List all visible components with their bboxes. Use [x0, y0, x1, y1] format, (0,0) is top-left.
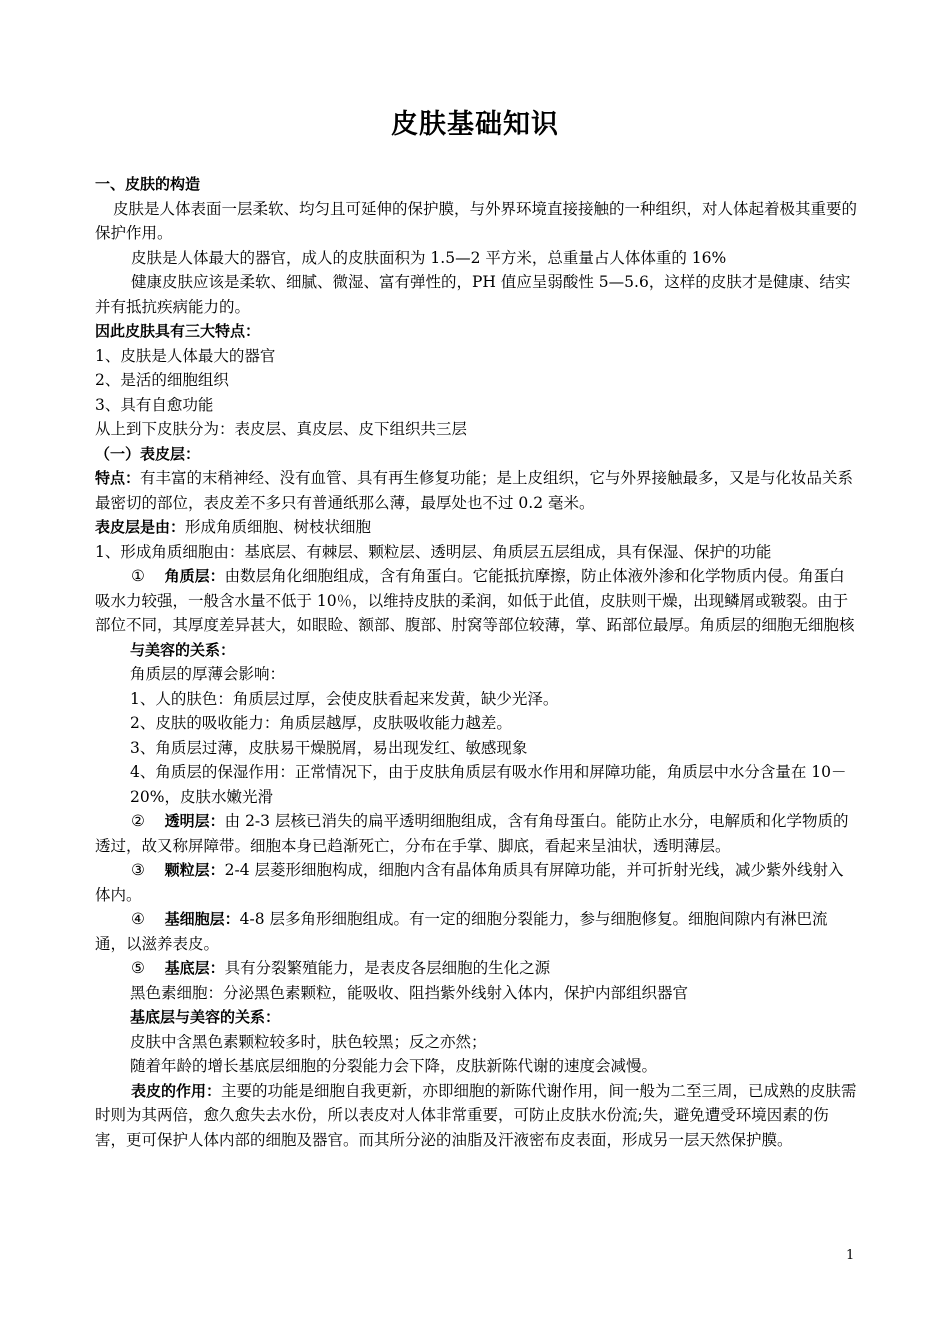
layer-number: ③: [131, 861, 145, 879]
layer-text: 具有分裂繁殖能力，是表皮各层细胞的生化之源: [224, 959, 551, 977]
paragraph: [95, 1079, 857, 1153]
beauty-heading: 与美容的关系：: [130, 640, 236, 659]
feature-item: 1、皮肤是人体最大的器官: [95, 346, 276, 365]
traits-label: 特点：: [95, 469, 141, 487]
paragraph: 皮肤是人体表面一层柔软、均匀且可延伸的保护膜，与外界环境直接接触的一种组织，对人体起着极其重要的保护作用。: [95, 199, 858, 242]
layer-number: ④: [131, 910, 145, 928]
layer-text: 由 2-3 层核已消失的扁平透明细胞组成，含有角母蛋白。能防止水分，电解质和化学物质的透过，故又称屏障带。细胞本身已趋渐死亡，分布在手掌、脚底，看起来呈油状，透明薄层。: [95, 812, 849, 855]
beauty-item: 4、角质层的保湿作用：正常情况下，由于皮肤角质层有吸水作用和屏障功能，角质层中水分含量在 10－20%，皮肤水嫩光滑: [130, 763, 847, 806]
epi-text: 形成角质细胞、树枝状细胞: [185, 518, 372, 536]
paragraph: 黑色素细胞：分泌黑色素颗粒，能吸收、阻挡紫外线射入体内，保护内部组织器官: [130, 983, 689, 1002]
layer-name: 基细胞层：: [164, 910, 240, 928]
layer-paragraph: [95, 858, 857, 907]
features-heading: 因此皮肤具有三大特点：: [95, 322, 261, 340]
paragraph: [95, 466, 857, 515]
basal-item: 皮肤中含黑色素颗粒较多时，肤色较黑；反之亦然；: [130, 1032, 487, 1051]
paragraph: 1、形成角质细胞由：基底层、有棘层、颗粒层、透明层、角质层五层组成，具有保湿、保护的功能: [95, 542, 772, 561]
beauty-item: 3、角质层过薄，皮肤易干燥脱屑，易出现发红、敏感现象: [130, 738, 528, 757]
section-heading: 一、皮肤的构造: [95, 175, 201, 193]
layer-number: ⑤: [131, 959, 145, 977]
layer-name: 颗粒层：: [164, 861, 225, 879]
func-label: 表皮的作用：: [131, 1081, 222, 1100]
layer-text: 2-4 层菱形细胞构成，细胞内含有晶体角质具有屏障功能，并可折射光线，减少紫外线射入体内。: [95, 861, 844, 904]
epi-label: 表皮层是由：: [95, 518, 186, 536]
page-title: 皮肤基础知识: [391, 109, 559, 140]
layer-paragraph: [95, 956, 857, 981]
paragraph: [95, 515, 857, 540]
traits-text: 有丰富的末稍神经、没有血管、具有再生修复功能；是上皮组织，它与外界接触最多，又是与化妆品关系最密切的部位，表皮差不多只有普通纸那么薄，最厚处也不过 0.2 毫米。: [95, 469, 854, 512]
beauty-item: 2、皮肤的吸收能力：角质层越厚，皮肤吸收能力越差。: [130, 714, 512, 732]
subsection-heading: （一）表皮层：: [95, 444, 201, 463]
layer-paragraph: [95, 564, 857, 638]
func-text: 主要的功能是细胞自我更新，亦即细胞的新陈代谢作用，间一般为二至三周，已成熟的皮肤需时则为其两倍，愈久愈失去水份，所以表皮对人体非常重要，可防止皮肤水份流;失，避免遭受环境因素的伤害，更可保护人体内部的细胞及器官。而其所分泌的油脂及汗液密布皮表面，形成另一层天然保护膜。: [95, 1081, 857, 1149]
feature-item: 3、具有自愈功能: [95, 395, 214, 414]
layer-name: 透明层：: [164, 812, 225, 830]
basal-item: 随着年龄的增长基底层细胞的分裂能力会下降，皮肤新陈代谢的速度会减慢。: [130, 1057, 658, 1075]
layer-text: 由数层角化细胞组成，含有角蛋白。它能抵抗摩擦，防止体液外渗和化学物质内侵。角蛋白吸水力较强，一般含水量不低于 10％，以维持皮肤的柔润，如低于此值，皮肤则干燥，出现鳞屑或皲裂。由于部位不同，其厚度差异甚大，如眼睑、额部、腹部、肘窝等部位较薄，掌、跖部位最厚。角质层的细胞无细胞核: [95, 567, 855, 634]
layer-number: ②: [131, 812, 145, 830]
layer-name: 角质层：: [164, 567, 225, 585]
page-number: 1: [846, 1248, 855, 1263]
layer-text: 4-8 层多角形细胞组成。有一定的细胞分裂能力，参与细胞修复。细胞间隙内有淋巴流通，以滋养表皮。: [95, 910, 828, 953]
paragraph: 健康皮肤应该是柔软、细腻、微湿、富有弹性的，PH 值应呈弱酸性 5—5.6，这样的皮肤才是健康、结实并有抵抗疾病能力的。: [95, 273, 851, 316]
layer-paragraph: [95, 809, 857, 858]
layer-number: ①: [131, 567, 145, 585]
paragraph: 角质层的厚薄会影响：: [130, 665, 286, 683]
feature-item: 2、是活的细胞组织: [95, 371, 229, 389]
paragraph: 皮肤是人体最大的器官，成人的皮肤面积为 1.5—2 平方米，总重量占人体体重的 16%: [131, 248, 727, 267]
document-body: [95, 172, 857, 1152]
paragraph: 从上到下皮肤分为：表皮层、真皮层、皮下组织共三层: [95, 420, 468, 438]
basal-heading: 基底层与美容的关系：: [130, 1008, 281, 1026]
layer-paragraph: [95, 907, 857, 956]
beauty-item: 1、人的肤色：角质层过厚，会使皮肤看起来发黄，缺少光泽。: [130, 689, 559, 708]
layer-name: 基底层：: [164, 959, 225, 977]
